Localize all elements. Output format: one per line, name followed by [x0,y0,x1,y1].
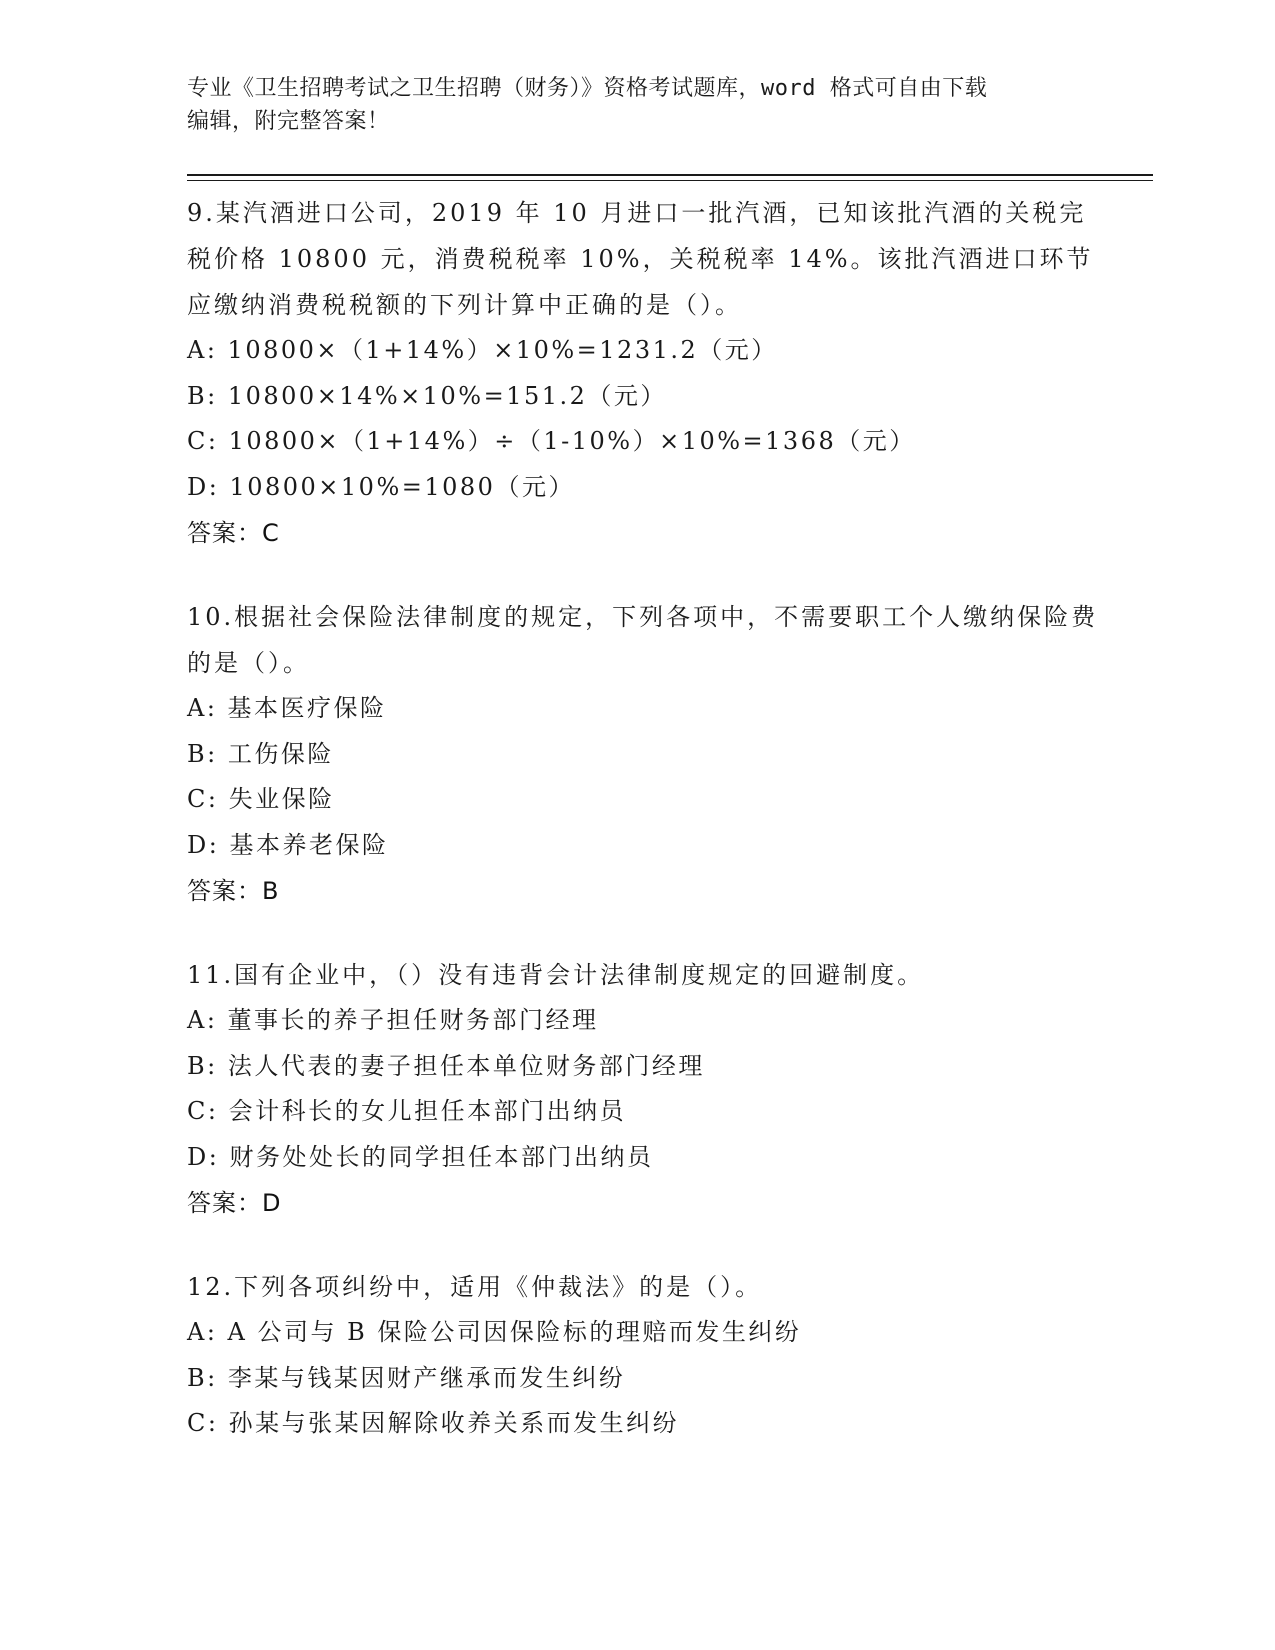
option-a: A: A 公司与 B 保险公司因保险标的理赔而发生纠纷 [187,1318,802,1346]
question-stem: 11.国有企业中，（）没有违背会计法律制度规定的回避制度。 [187,961,925,989]
answer-line: 答案：B [187,877,280,905]
option-d: D: 基本养老保险 [187,830,389,859]
question-stem: 12.下列各项纠纷中，适用《仲裁法》的是（）。 [187,1273,763,1301]
question-stem: 9.某汽酒进口公司，2019 年 10 月进口一批汽酒，已知该批汽酒的关税完税价格 10800 元，消费税税率 10%，关税税率 14%。该批汽酒进口环节应缴纳消费税税额的下列计算中正确的是（）。 [187,199,1094,319]
question-10 [187,594,1107,914]
option-a: A: 董事长的养子担任财务部门经理 [187,1006,599,1034]
question-11 [187,952,1107,1226]
option-a: A: 基本医疗保险 [187,694,387,722]
question-12 [187,1264,1107,1447]
header-line-1: 专业《卫生招聘考试之卫生招聘（财务）》资格考试题库，word 格式可自由下载 [187,76,988,101]
answer-line: 答案：D [187,1189,282,1217]
option-c: C: 孙某与张某因解除收养关系而发生纠纷 [187,1409,680,1437]
header-divider-thin [187,180,1153,181]
option-b: B: 工伤保险 [187,739,334,768]
option-c: C: 失业保险 [187,785,335,813]
option-a: A: 10800×（1+14%）×10%=1231.2（元） [187,336,778,364]
option-b: B: 10800×14%×10%=151.2（元） [187,381,667,410]
answer-line: 答案：C [187,519,280,547]
header-divider-thick [187,174,1153,176]
question-stem: 10.根据社会保险法律制度的规定，下列各项中，不需要职工个人缴纳保险费的是（）。 [187,603,1099,677]
option-d: D: 财务处处长的同学担任本部门出纳员 [187,1142,654,1171]
header-line-2: 编辑，附完整答案！ [187,109,390,134]
option-b: B: 李某与钱某因财产继承而发生纠纷 [187,1363,626,1392]
document-header [187,72,1087,138]
option-d: D: 10800×10%=1080（元） [187,472,575,501]
option-c: C: 10800×（1+14%）÷（1-10%）×10%=1368（元） [187,427,916,455]
question-list [187,190,1107,1485]
option-c: C: 会计科长的女儿担任本部门出纳员 [187,1097,627,1125]
question-9 [187,190,1107,556]
option-b: B: 法人代表的妻子担任本单位财务部门经理 [187,1051,705,1080]
